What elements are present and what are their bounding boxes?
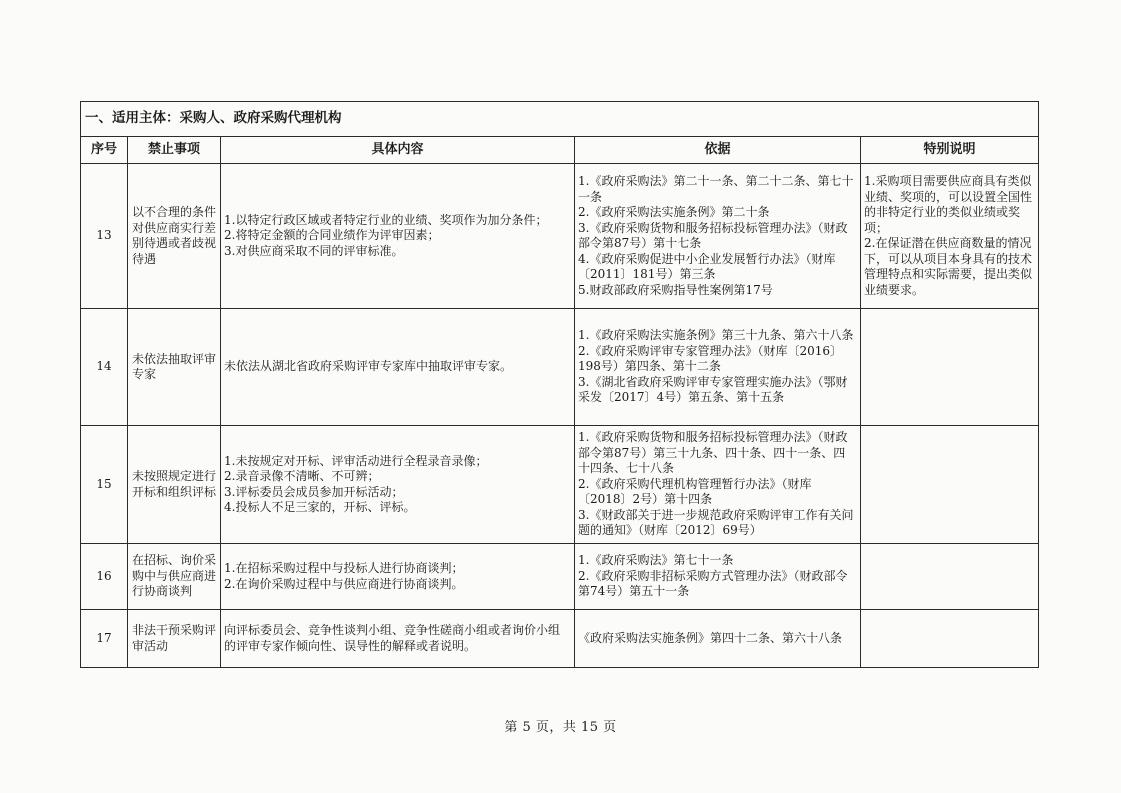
content-line: 未依法从湖北省政府采购评审专家库中抽取评审专家。 <box>224 359 513 374</box>
basis-line: 2.《政府采购评审专家管理办法》（财库〔2016〕198号）第四条、第十二条 <box>578 343 842 374</box>
legal-basis <box>575 426 861 544</box>
prohibition-table <box>80 101 1039 668</box>
specific-content <box>221 426 575 544</box>
row-number: 14 <box>81 309 128 426</box>
legal-basis <box>575 610 861 668</box>
basis-line: 2.《政府采购非招标采购方式管理办法》（财政部令第74号）第五十一条 <box>578 568 848 599</box>
table-row <box>81 610 1039 668</box>
specific-content <box>221 544 575 610</box>
prohibited-item: 非法干预采购评审活动 <box>128 610 221 668</box>
basis-line: 2.《政府采购法实施条例》第二十条 <box>578 205 770 219</box>
specific-content <box>221 164 575 309</box>
prohibited-item: 以不合理的条件对供应商实行差别待遇或者歧视待遇 <box>128 164 221 309</box>
table-row <box>81 309 1039 426</box>
content-line: 1.在招标采购过程中与投标人进行协商谈判； <box>224 561 464 575</box>
basis-line: 2.《政府采购代理机构管理暂行办法》（财库〔2018〕2号）第十四条 <box>578 476 812 507</box>
content-line: 3.评标委员会成员参加开标活动； <box>224 484 404 499</box>
special-note <box>861 164 1039 309</box>
specific-content <box>221 309 575 426</box>
column-header-row <box>81 137 1039 164</box>
legal-basis <box>575 164 861 309</box>
basis-line: 1.《政府采购法》第二十一条、第二十二条、第七十一条 <box>578 174 854 204</box>
legal-basis <box>575 309 861 426</box>
header-note: 特别说明 <box>861 137 1039 164</box>
note-line: 1.采购项目需要供应商具有类似业绩、奖项的，可以设置全国性的非特定行业的类似业绩或奖项； <box>864 174 1033 235</box>
content-line: 1.以特定行政区域或者特定行业的业绩、奖项作为加分条件； <box>224 212 548 227</box>
note-line: 2.在保证潜在供应商数量的情况下，可以从项目本身具有的技术管理特点和实际需要，提出类似业绩要求。 <box>864 236 1033 297</box>
basis-line: 3.《政府采购货物和服务招标投标管理办法》（财政部令第87号）第十七条 <box>578 220 848 250</box>
content-line: 向评标委员会、竞争性谈判小组、竞争性磋商小组或者询价小组的评审专家作倾向性、误导性的解释或者说明。 <box>224 623 561 653</box>
basis-line: 3.《财政部关于进一步规范政府采购评审工作有关问题的通知》（财库〔2012〕69号） <box>578 507 854 538</box>
content-line: 3.对供应商采取不同的评审标准。 <box>224 243 404 258</box>
basis-line: 3.《湖北省政府采购评审专家管理实施办法》（鄂财采发〔2017〕4号）第五条、第十五条 <box>578 374 848 405</box>
specific-content <box>221 610 575 668</box>
section-header-row <box>81 102 1039 137</box>
special-note <box>861 610 1039 668</box>
content-line: 4.投标人不足三家的，开标、评标。 <box>224 500 416 514</box>
header-item: 禁止事项 <box>128 137 221 164</box>
basis-line: 5.财政部政府采购指导性案例第17号 <box>578 282 773 297</box>
content-line: 2.录音录像不清晰、不可辨； <box>224 469 380 483</box>
content-line: 1.未按规定对开标、评审活动进行全程录音录像； <box>224 453 488 468</box>
table-row <box>81 426 1039 544</box>
row-number: 17 <box>81 610 128 668</box>
basis-line: 1.《政府采购法》第七十一条 <box>578 553 734 568</box>
row-number: 15 <box>81 426 128 544</box>
page-footer: 第 5 页，共 15 页 <box>504 720 617 735</box>
legal-basis <box>575 544 861 610</box>
prohibited-item: 未按照规定进行开标和组织评标 <box>128 426 221 544</box>
basis-line: 4.《政府采购促进中小企业发展暂行办法》（财库〔2011〕181号）第三条 <box>578 251 836 281</box>
table-row <box>81 164 1039 309</box>
section-title: 一、适用主体：采购人、政府采购代理机构 <box>81 102 1039 137</box>
prohibited-item: 未依法抽取评审专家 <box>128 309 221 426</box>
prohibited-item: 在招标、询价采购中与供应商进行协商谈判 <box>128 544 221 610</box>
header-basis: 依据 <box>575 137 861 164</box>
header-no: 序号 <box>81 137 128 164</box>
row-number: 16 <box>81 544 128 610</box>
special-note <box>861 309 1039 426</box>
row-number: 13 <box>81 164 128 309</box>
basis-line: 《政府采购法实施条例》第四十二条、第六十八条 <box>578 630 843 645</box>
content-line: 2.将特定金额的合同业绩作为评审因素； <box>224 228 440 243</box>
basis-line: 1.《政府采购法实施条例》第三十九条、第六十八条 <box>578 328 854 343</box>
table-row <box>81 544 1039 610</box>
header-content: 具体内容 <box>221 137 575 164</box>
special-note <box>861 544 1039 610</box>
basis-line: 1.《政府采购货物和服务招标投标管理办法》（财政部令第87号）第三十九条、四十条、四十一条、四十四条、七十八条 <box>578 430 848 476</box>
content-line: 2.在询价采购过程中与供应商进行协商谈判。 <box>224 576 464 591</box>
special-note <box>861 426 1039 544</box>
